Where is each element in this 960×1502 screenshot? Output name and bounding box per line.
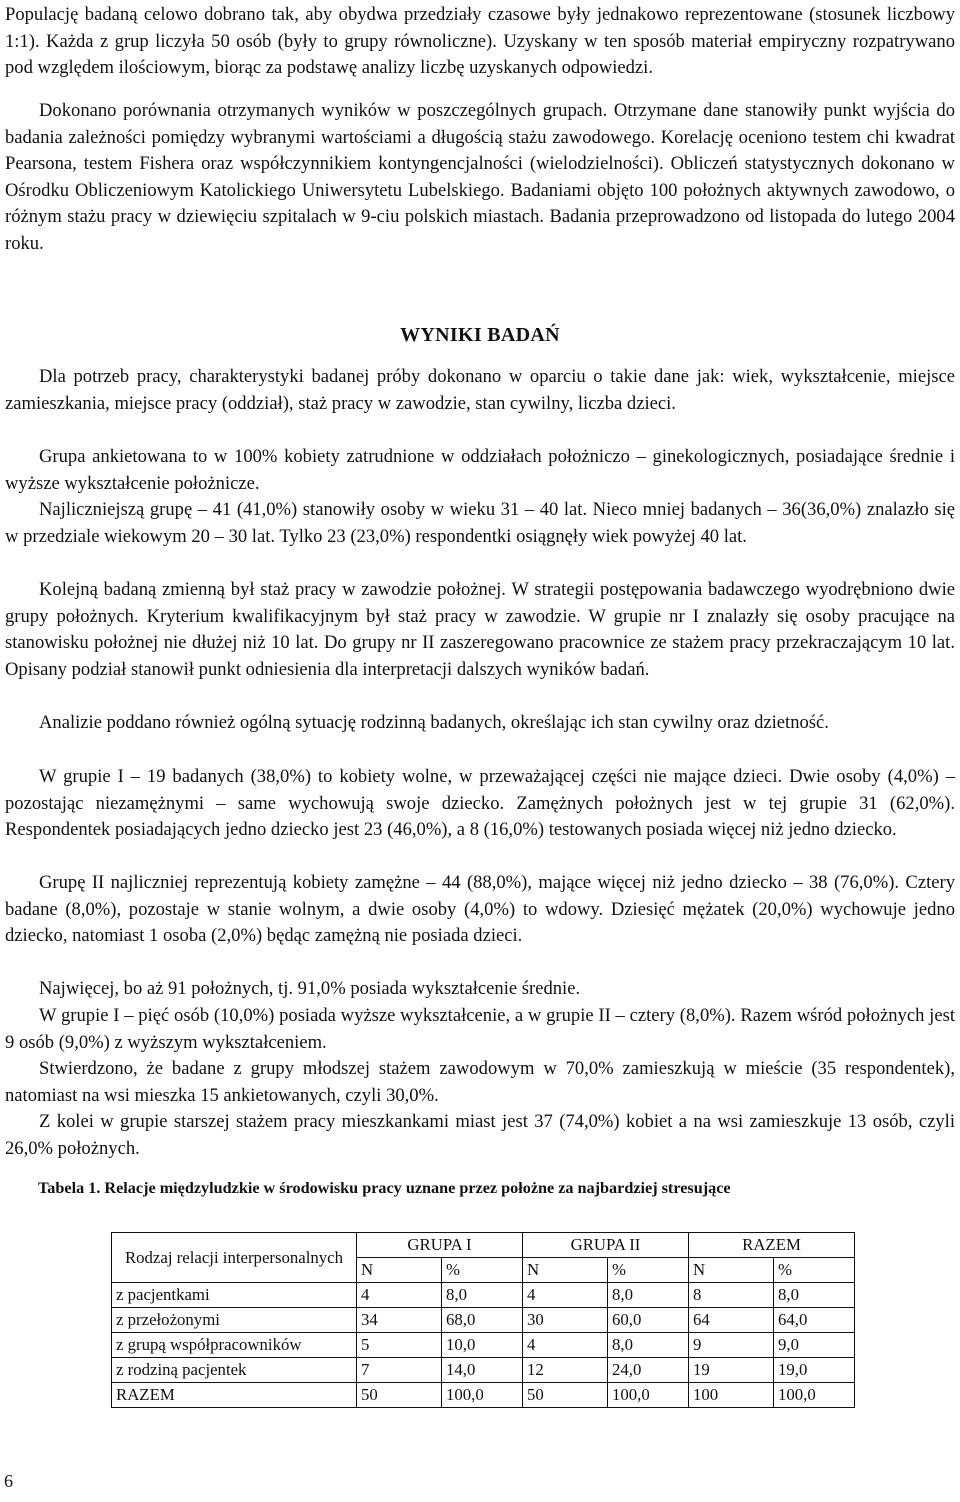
cell-value: 50 [523, 1383, 608, 1408]
table-row [112, 1358, 855, 1383]
subheader-n: N [523, 1258, 608, 1283]
cell-value: 9 [689, 1333, 774, 1358]
cell-value: 100,0 [608, 1383, 689, 1408]
cell-value: 100,0 [442, 1383, 523, 1408]
table-caption: Tabela 1. Relacje międzyludzkie w środowisku pracy uznane przez położne za najbardziej stresujące [38, 1179, 731, 1197]
paragraph-results-4: Kolejną badaną zmienną był staż pracy w zawodzie położnej. W strategii postępowania badawczego wyodrębniono dwie grupy położnych. Kryterium kwalifikacyjnym był staż pracy w zawodzie. W grupie nr I znalazły się osoby pracujące na stanowisku położnej nie dłużej niż 10 lat. Do grupy nr II zaszeregowano pracownice ze stażem pracy przekraczającym 10 lat. Opisany podział stanowił punkt odniesienia dla interpretacji dalszych wyników badań. [5, 579, 955, 680]
row-label: z pacjentkami [112, 1283, 357, 1308]
paragraph-methods: Dokonano porównania otrzymanych wyników w poszczególnych grupach. Otrzymane dane stanowiły punkt wyjścia do badania zależności pomiędzy wybranymi wartościami a długością stażu zawodowego. Korelację oceniono testem chi kwadrat Pearsona, testem Fishera oraz współczynnikiem kontyngencjalności (wielodzielności). Obliczeń statystycznych dokonano w Ośrodku Obliczeniowym Katolickiego Uniwersytetu Lubelskiego. Badaniami objęto 100 położnych aktywnych zawodowo, o różnym stażu pracy w dziewięciu szpitalach w 9-ciu polskich miastach. Badania przeprowadzono od listopada do lutego 2004 roku. [5, 100, 955, 254]
cell-value: 4 [523, 1283, 608, 1308]
cell-value: 8,0 [608, 1283, 689, 1308]
cell-value: 9,0 [774, 1333, 855, 1358]
paragraph-results-1: Dla potrzeb pracy, charakterystyki badanej próby dokonano w oparciu o takie dane jak: wiek, wykształcenie, miejsce zamieszkania, miejsce pracy (oddział), staż pracy w zawodzie, stan cywilny, liczba dzieci. [5, 366, 955, 414]
table-header-row [112, 1233, 855, 1258]
row-label: z rodziną pacjentek [112, 1358, 357, 1383]
subheader-percent: % [608, 1258, 689, 1283]
paragraph-results-3: Najliczniejszą grupę – 41 (41,0%) stanowiły osoby w wieku 31 – 40 lat. Nieco mniej badanych – 36(36,0%) znalazło się w przedziale wiekowym 20 – 30 lat. Tylko 23 (23,0%) respondentki osiągnęły wiek powyżej 40 lat. [5, 499, 955, 547]
total-header: RAZEM [689, 1233, 855, 1258]
table-row [112, 1308, 855, 1333]
section-heading: WYNIKI BADAŃ [400, 324, 560, 346]
cell-value: 5 [357, 1333, 442, 1358]
cell-value: 12 [523, 1358, 608, 1383]
cell-value: 64,0 [774, 1308, 855, 1333]
cell-value: 19 [689, 1358, 774, 1383]
group-2-header: GRUPA II [523, 1233, 689, 1258]
paragraph-results-5: Analizie poddano również ogólną sytuację rodzinną badanych, określając ich stan cywilny oraz dzietność. [39, 712, 829, 733]
cell-value: 30 [523, 1308, 608, 1333]
cell-value: 24,0 [608, 1358, 689, 1383]
paragraph-intro: Populację badaną celowo dobrano tak, aby obydwa przedziały czasowe były jednakowo reprezentowane (stosunek liczbowy 1:1). Każda z grup liczyła 50 osób (były to grupy równoliczne). Uzyskany w ten sposób materiał empiryczny rozpatrywano pod względem ilościowym, biorąc za podstawę analizy liczbę uzyskanych odpowiedzi. [5, 4, 955, 79]
cell-value: 64 [689, 1308, 774, 1333]
paragraph-results-9: W grupie I – pięć osób (10,0%) posiada wyższe wykształcenie, a w grupie II – cztery (8,0%). Razem wśród położnych jest 9 osób (9,0%) z wyższym wykształceniem. [5, 1005, 955, 1053]
paragraph-results-2: Grupa ankietowana to w 100% kobiety zatrudnione w oddziałach położniczo – ginekologicznych, posiadające średnie i wyższe wykształcenie położnicze. [5, 446, 955, 494]
cell-value: 4 [523, 1333, 608, 1358]
subheader-percent: % [442, 1258, 523, 1283]
paragraph-results-10: Stwierdzono, że badane z grupy młodszej stażem zawodowym w 70,0% zamieszkują w mieście (35 respondentek), natomiast na wsi mieszka 15 ankietowanych, czyli 30,0%. [5, 1058, 955, 1106]
cell-value: 10,0 [442, 1333, 523, 1358]
row-label: z przełożonymi [112, 1308, 357, 1333]
table-row [112, 1333, 855, 1358]
group-1-header: GRUPA I [357, 1233, 523, 1258]
cell-value: 7 [357, 1358, 442, 1383]
paragraph-results-7: Grupę II najliczniej reprezentują kobiety zamężne – 44 (88,0%), mające więcej niż jedno dziecko – 38 (76,0%). Cztery badane (8,0%), pozostaje w stanie wolnym, a dwie osoby (4,0%) to wdowy. Dziesięć mężatek (20,0%) wychowuje jedno dziecko, natomiast 1 osoba (2,0%) będąc zamężną nie posiada dzieci. [5, 872, 955, 947]
row-label: z grupą współpracowników [112, 1333, 357, 1358]
cell-value: 8,0 [774, 1283, 855, 1308]
cell-value: 8 [689, 1283, 774, 1308]
cell-value: 4 [357, 1283, 442, 1308]
cell-value: 8,0 [442, 1283, 523, 1308]
cell-value: 14,0 [442, 1358, 523, 1383]
table-row [112, 1283, 855, 1308]
relations-table [111, 1232, 855, 1408]
subheader-n: N [689, 1258, 774, 1283]
paragraph-results-11: Z kolei w grupie starszej stażem pracy mieszkankami miast jest 37 (74,0%) kobiet a na wsi zamieszkuje 13 osób, czyli 26,0% położnych. [5, 1111, 955, 1159]
row-label: RAZEM [112, 1383, 357, 1408]
subheader-percent: % [774, 1258, 855, 1283]
relation-type-header: Rodzaj relacji interpersonalnych [112, 1233, 357, 1283]
cell-value: 60,0 [608, 1308, 689, 1333]
cell-value: 8,0 [608, 1333, 689, 1358]
subheader-n: N [357, 1258, 442, 1283]
page-number: 6 [4, 1471, 13, 1491]
cell-value: 34 [357, 1308, 442, 1333]
paragraph-results-8: Najwięcej, bo aż 91 położnych, tj. 91,0% posiada wykształcenie średnie. [39, 978, 581, 999]
paragraph-results-6: W grupie I – 19 badanych (38,0%) to kobiety wolne, w przeważającej części nie mające dzieci. Dwie osoby (4,0%) – pozostając niezamężnymi – same wychowują swoje dziecko. Zamężnych położnych jest w tej grupie 31 (62,0%). Respondentek posiadających jedno dziecko jest 23 (46,0%), a 8 (16,0%) testowanych posiada więcej niż jedno dziecko. [5, 766, 955, 841]
cell-value: 68,0 [442, 1308, 523, 1333]
table-total-row [112, 1383, 855, 1408]
cell-value: 100,0 [774, 1383, 855, 1408]
cell-value: 100 [689, 1383, 774, 1408]
cell-value: 50 [357, 1383, 442, 1408]
cell-value: 19,0 [774, 1358, 855, 1383]
